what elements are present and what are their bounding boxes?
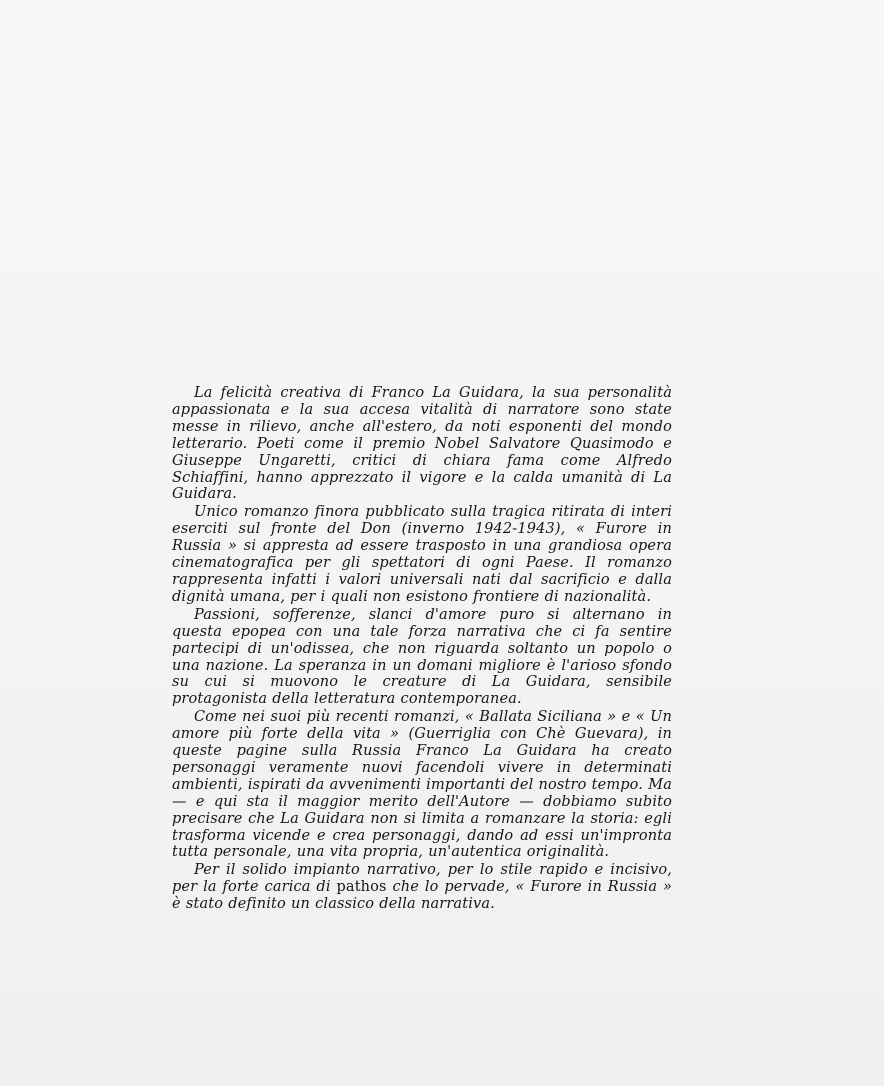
paragraph-2: Unico romanzo finora pubblicato sulla tragica ritirata di interi eserciti sul fronte del Don (inverno 1942-1943), « Furore in Russia » si appresta ad essere trasposto in una grandiosa opera cinematografica per gli spettatori di ogni Paese. Il romanzo rappresenta infatti i valori universali nati dal sacrificio e dalla dignità umana, per i quali non esistono frontiere di nazionalità. bbox=[172, 504, 672, 605]
paragraph-4: Come nei suoi più recenti romanzi, « Ballata Siciliana » e « Un amore più forte della vita » (Guerriglia con Chè Guevara), in queste pagine sulla Russia Franco La Guidara ha creato personaggi veramente nuovi facendoli vivere in determinati ambienti, ispirati da avvenimenti importanti del nostro tempo. Ma — e qui sta il maggior merito dell'Autore — dobbiamo subito precisare che La Guidara non si limita a romanzare la storia: egli trasforma vicende e crea personaggi, dando ad essi un'impronta tutta personale, una vita propria, un'autentica originalità. bbox=[172, 709, 672, 861]
paragraph-5-part-2: che lo pervade, « Furore in Russia » è stato definito un classico della narrativa. bbox=[172, 879, 672, 913]
paragraph-5 bbox=[172, 862, 672, 913]
paragraph-3: Passioni, sofferenze, slanci d'amore puro si alternano in questa epopea con una tale forza narrativa che ci fa sentire partecipi di un'odissea, che non riguarda soltanto un popolo o una nazione. La speranza in un domani migliore è l'arioso sfondo su cui si muovono le creature di La Guidara, sensibile protagonista della letteratura contemporanea. bbox=[172, 606, 672, 708]
pathos-word: pathos bbox=[336, 879, 387, 896]
paragraph-5-part-1: Per il solido impianto narrativo, per lo stile rapido e incisivo, per la forte carica di bbox=[172, 862, 672, 896]
blurb-text bbox=[172, 385, 672, 913]
paragraph-1: La felicità creativa di Franco La Guidara, la sua personalità appassionata e la sua accesa vitalità di narratore sono state messe in rilievo, anche all'estero, da noti esponenti del mondo letterario. Poeti come il premio Nobel Salvatore Quasimodo e Giuseppe Ungaretti, critici di chiara fama come Alfredo Schiaffini, hanno apprezzato il vigore e la calda umanità di La Guidara. bbox=[172, 385, 672, 503]
